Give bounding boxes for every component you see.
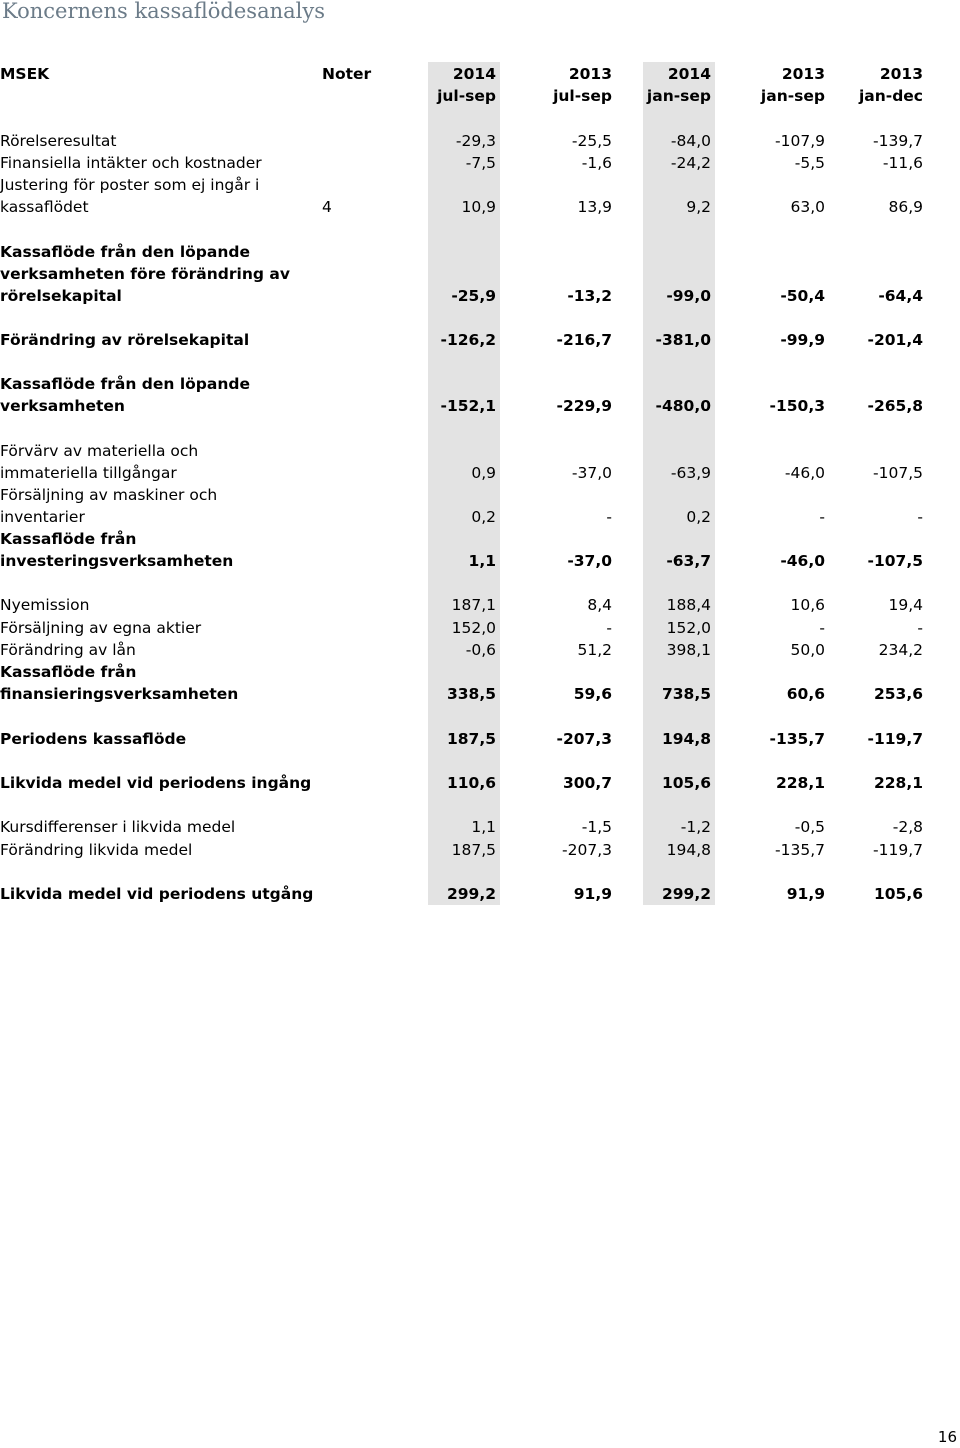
row-value: 398,1 xyxy=(666,641,711,659)
row-label: Nyemission xyxy=(0,596,90,614)
row-value: -126,2 xyxy=(440,331,496,349)
table-row xyxy=(0,373,960,395)
row-label: Justering för poster som ej ingår i xyxy=(0,176,260,194)
row-value: -29,3 xyxy=(455,132,496,150)
row-value: 1,1 xyxy=(468,552,496,570)
header-col-2 xyxy=(512,63,612,107)
row-value: 187,1 xyxy=(451,596,496,614)
row-value: 13,9 xyxy=(577,198,612,216)
row-label: Förändring av lån xyxy=(0,641,136,659)
row-value: 105,6 xyxy=(873,885,923,903)
row-value: 51,2 xyxy=(577,641,612,659)
header-col-period: jan-dec xyxy=(858,87,923,105)
row-value: 299,2 xyxy=(446,885,496,903)
table-row xyxy=(0,285,960,307)
row-value: -107,5 xyxy=(873,464,923,482)
table-row xyxy=(0,152,960,174)
row-value: -201,4 xyxy=(867,331,923,349)
row-value: 299,2 xyxy=(661,885,711,903)
header-col-period: jan-sep xyxy=(646,87,711,105)
header-col-year: 2013 xyxy=(781,65,825,83)
row-label: Förändring likvida medel xyxy=(0,841,193,859)
row-value: -13,2 xyxy=(567,287,612,305)
row-value: -64,4 xyxy=(878,287,923,305)
header-col-year: 2014 xyxy=(452,65,496,83)
row-value: 0,2 xyxy=(686,508,711,526)
row-note: 4 xyxy=(322,198,332,216)
row-label: Kassaflöde från xyxy=(0,530,137,548)
row-value: 0,2 xyxy=(471,508,496,526)
page-title: Koncernens kassaflödesanalys xyxy=(2,0,325,23)
row-value: 228,1 xyxy=(873,774,923,792)
row-value: 228,1 xyxy=(775,774,825,792)
row-value: 1,1 xyxy=(471,818,496,836)
row-value: -99,0 xyxy=(666,287,711,305)
row-value: 91,9 xyxy=(786,885,825,903)
table-row xyxy=(0,550,960,572)
row-label: Likvida medel vid periodens ingång xyxy=(0,774,312,792)
row-value: -216,7 xyxy=(556,331,612,349)
row-value: 194,8 xyxy=(666,841,711,859)
row-value: -107,9 xyxy=(775,132,825,150)
row-value: - xyxy=(819,619,825,637)
row-label: Kassaflöde från den löpande xyxy=(0,243,250,261)
row-label: Kassaflöde från den löpande xyxy=(0,375,250,393)
row-value: -152,1 xyxy=(440,397,496,415)
row-value: - xyxy=(606,619,612,637)
table-row xyxy=(0,683,960,705)
table-row xyxy=(0,883,960,905)
table-row xyxy=(0,329,960,351)
row-value: 234,2 xyxy=(878,641,923,659)
row-value: 300,7 xyxy=(562,774,612,792)
row-label: Kassaflöde från xyxy=(0,663,137,681)
row-value: 152,0 xyxy=(666,619,711,637)
row-label: Förvärv av materiella och xyxy=(0,442,199,460)
row-value: -37,0 xyxy=(571,464,612,482)
row-value: 0,9 xyxy=(471,464,496,482)
row-value: - xyxy=(606,508,612,526)
header-col-3 xyxy=(611,63,711,107)
row-value: -150,3 xyxy=(769,397,825,415)
row-value: -265,8 xyxy=(867,397,923,415)
header-col-period: jan-sep xyxy=(760,87,825,105)
row-value: -25,9 xyxy=(451,287,496,305)
header-col-4 xyxy=(725,63,825,107)
row-value: 10,6 xyxy=(790,596,825,614)
row-value: 63,0 xyxy=(790,198,825,216)
row-value: 187,5 xyxy=(451,841,496,859)
row-label: investeringsverksamheten xyxy=(0,552,234,570)
table-row xyxy=(0,594,960,616)
table-row xyxy=(0,816,960,838)
row-value: 110,6 xyxy=(446,774,496,792)
table-row xyxy=(0,174,960,196)
header-label: MSEK xyxy=(0,65,50,83)
row-label: Periodens kassaflöde xyxy=(0,730,187,748)
table-header xyxy=(0,63,960,113)
row-value: 91,9 xyxy=(573,885,612,903)
row-value: -24,2 xyxy=(670,154,711,172)
row-value: 188,4 xyxy=(666,596,711,614)
table-row xyxy=(0,462,960,484)
row-label: Finansiella intäkter och kostnader xyxy=(0,154,262,172)
row-value: 60,6 xyxy=(786,685,825,703)
row-value: 253,6 xyxy=(873,685,923,703)
row-value: -5,5 xyxy=(794,154,825,172)
row-value: 105,6 xyxy=(661,774,711,792)
row-label: rörelsekapital xyxy=(0,287,122,305)
row-value: - xyxy=(917,508,923,526)
row-value: -0,6 xyxy=(465,641,496,659)
row-value: -63,9 xyxy=(670,464,711,482)
page-number: 16 xyxy=(937,1428,957,1446)
row-label: Rörelseresultat xyxy=(0,132,117,150)
row-value: -46,0 xyxy=(780,552,825,570)
row-value: - xyxy=(819,508,825,526)
table-row xyxy=(0,241,960,263)
table-row xyxy=(0,661,960,683)
row-value: -107,5 xyxy=(867,552,923,570)
row-value: -480,0 xyxy=(655,397,711,415)
row-value: 738,5 xyxy=(661,685,711,703)
table-row xyxy=(0,506,960,528)
row-value: -207,3 xyxy=(556,730,612,748)
header-col-period: jul-sep xyxy=(437,87,496,105)
header-col-year: 2013 xyxy=(568,65,612,83)
row-value: -229,9 xyxy=(556,397,612,415)
row-value: -1,6 xyxy=(581,154,612,172)
row-value: -135,7 xyxy=(775,841,825,859)
row-value: -139,7 xyxy=(873,132,923,150)
row-label: inventarier xyxy=(0,508,85,526)
header-col-1 xyxy=(396,63,496,107)
row-value: -25,5 xyxy=(571,132,612,150)
row-label: Förändring av rörelsekapital xyxy=(0,331,250,349)
row-value: -1,5 xyxy=(581,818,612,836)
header-col-period: jul-sep xyxy=(553,87,612,105)
table-row xyxy=(0,639,960,661)
table-row xyxy=(0,130,960,152)
row-value: -37,0 xyxy=(567,552,612,570)
row-value: -135,7 xyxy=(769,730,825,748)
row-value: -2,8 xyxy=(892,818,923,836)
row-value: 59,6 xyxy=(573,685,612,703)
row-value: -11,6 xyxy=(882,154,923,172)
row-value: -84,0 xyxy=(670,132,711,150)
row-label: immateriella tillgångar xyxy=(0,464,177,482)
row-value: -50,4 xyxy=(780,287,825,305)
row-value: 86,9 xyxy=(888,198,923,216)
row-value: 8,4 xyxy=(587,596,612,614)
row-value: -381,0 xyxy=(655,331,711,349)
row-value: 9,2 xyxy=(686,198,711,216)
header-noter: Noter xyxy=(322,65,372,83)
table-row xyxy=(0,772,960,794)
table-row xyxy=(0,440,960,462)
row-value: -119,7 xyxy=(873,841,923,859)
table-row xyxy=(0,263,960,285)
row-label: Kursdifferenser i likvida medel xyxy=(0,818,236,836)
header-col-year: 2013 xyxy=(879,65,923,83)
row-value: -1,2 xyxy=(680,818,711,836)
row-value: 338,5 xyxy=(446,685,496,703)
table-row xyxy=(0,395,960,417)
row-label: verksamheten före förändring av xyxy=(0,265,290,283)
row-value: 50,0 xyxy=(790,641,825,659)
row-label: verksamheten xyxy=(0,397,125,415)
row-value: - xyxy=(917,619,923,637)
row-label: Försäljning av egna aktier xyxy=(0,619,202,637)
table-row xyxy=(0,617,960,639)
row-value: -119,7 xyxy=(867,730,923,748)
row-value: -46,0 xyxy=(784,464,825,482)
row-label: Försäljning av maskiner och xyxy=(0,486,218,504)
header-col-5 xyxy=(823,63,923,107)
table-row xyxy=(0,839,960,861)
table-row xyxy=(0,196,960,218)
row-value: -7,5 xyxy=(465,154,496,172)
table-row xyxy=(0,484,960,506)
row-label: kassaflödet xyxy=(0,198,89,216)
row-label: finansieringsverksamheten xyxy=(0,685,239,703)
row-label: Likvida medel vid periodens utgång xyxy=(0,885,314,903)
row-value: 187,5 xyxy=(446,730,496,748)
row-value: 10,9 xyxy=(461,198,496,216)
row-value: -207,3 xyxy=(562,841,612,859)
row-value: -0,5 xyxy=(794,818,825,836)
row-value: -63,7 xyxy=(666,552,711,570)
table-row xyxy=(0,728,960,750)
row-value: 19,4 xyxy=(888,596,923,614)
row-value: 152,0 xyxy=(451,619,496,637)
header-col-year: 2014 xyxy=(667,65,711,83)
row-value: 194,8 xyxy=(661,730,711,748)
table-row xyxy=(0,528,960,550)
row-value: -99,9 xyxy=(780,331,825,349)
